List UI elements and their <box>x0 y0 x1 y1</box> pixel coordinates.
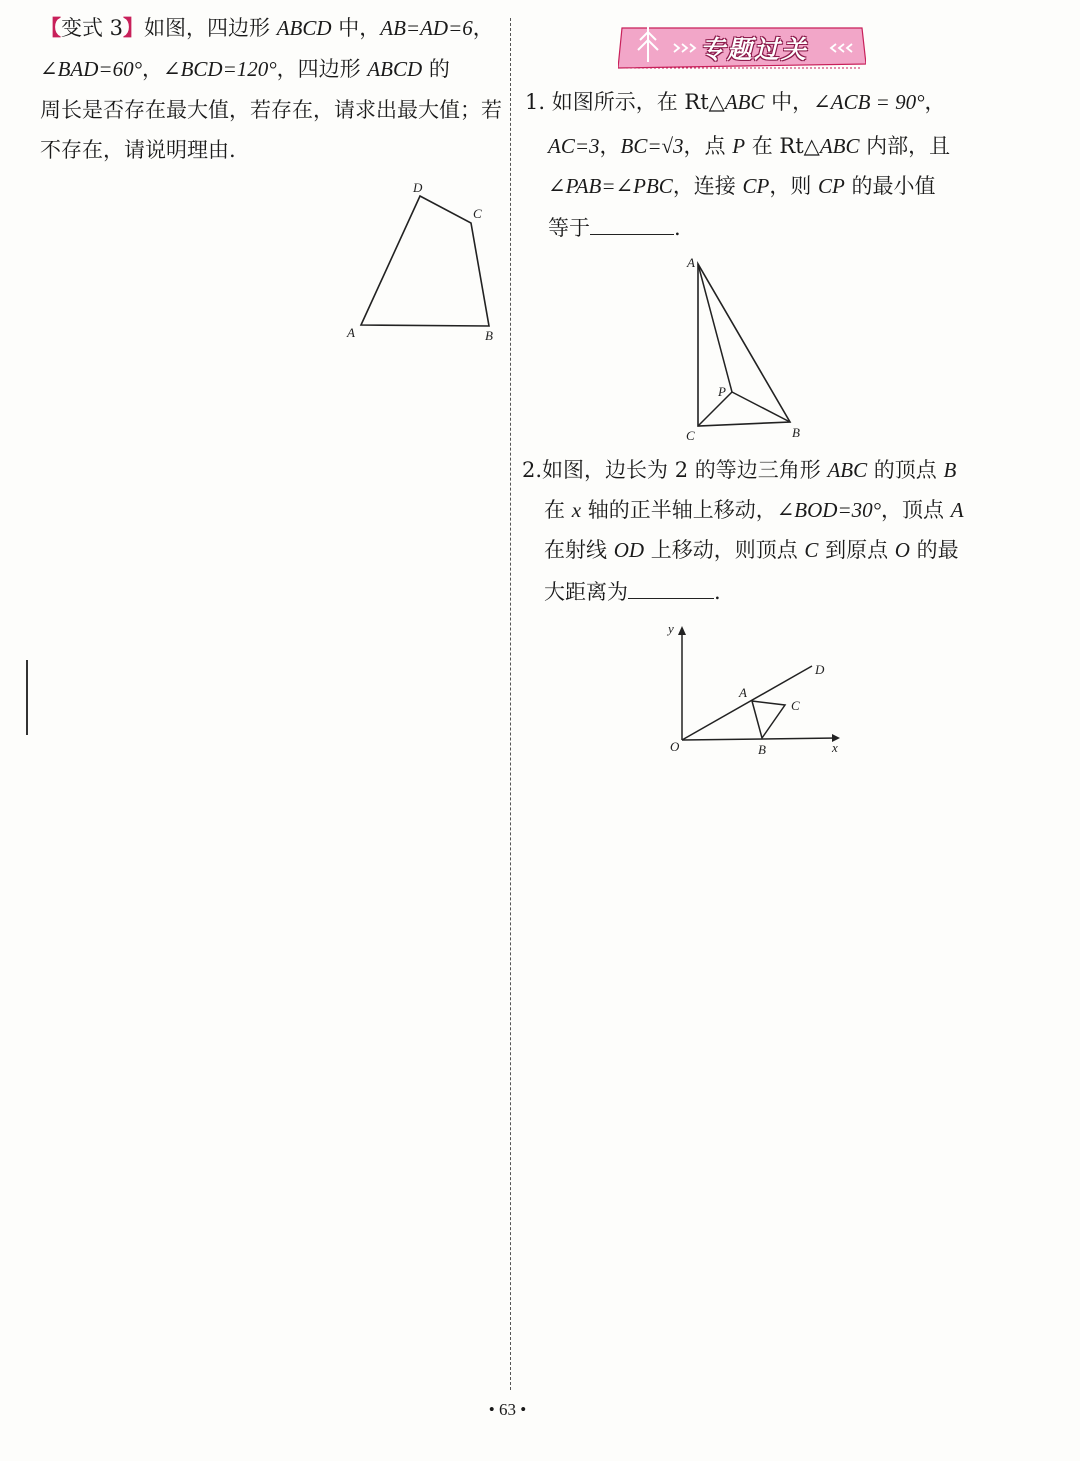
label-c: C <box>473 206 482 221</box>
variant3-line2: ∠BAD=60°，∠BCD=120°，四边形 ABCD 的 <box>40 57 450 81</box>
variant3-line1: 【变式 3】如图，四边形 ABCD 中，AB=AD=6， <box>40 15 494 40</box>
label-c: C <box>791 698 800 713</box>
q2-coordinate-figure <box>660 618 850 763</box>
segment-ap <box>698 264 732 392</box>
variant3-line4: 不存在，请说明理由. <box>40 138 236 162</box>
page-number: • 63 • <box>488 1400 527 1419</box>
label-b: B <box>792 425 800 440</box>
q2-line3: 在射线 OD 上移动，则顶点 C 到原点 O 的最 <box>544 538 959 562</box>
variant3-line3: 周长是否存在最大值，若存在，请求出最大值；若 <box>40 98 502 122</box>
column-divider <box>510 18 511 1390</box>
label-p: P <box>718 384 726 399</box>
q1-triangle-figure <box>680 250 820 450</box>
margin-mark <box>26 660 28 735</box>
label-a: A <box>739 685 747 700</box>
segment-cp <box>698 392 732 426</box>
triangle-abc <box>698 264 790 426</box>
label-x: x <box>832 740 838 755</box>
label-d: D <box>413 180 423 195</box>
variant-tag: 变式 3 <box>61 16 124 40</box>
triangle-abc <box>752 701 785 738</box>
q1-line2: AC=3，BC=√3，点 P 在 Rt△ABC 内部，且 <box>548 134 951 158</box>
q2-line1: 2.如图，边长为 2 的等边三角形 ABC 的顶点 B <box>522 458 957 482</box>
label-c: C <box>686 428 695 443</box>
label-y: y <box>668 621 674 636</box>
q1-number: 1. <box>525 90 546 114</box>
quadrilateral-figure <box>330 170 510 350</box>
q2-line2: 在 x 轴的正半轴上移动，∠BOD=30°，顶点 A <box>544 498 964 522</box>
label-b: B <box>758 742 766 757</box>
label-o: O <box>670 739 680 754</box>
y-axis-arrow <box>678 626 686 635</box>
q2-number: 2. <box>522 458 543 482</box>
banner-title: 专题过关 <box>700 35 809 64</box>
q2-line4: 大距离为 . <box>544 580 721 604</box>
label-d: D <box>815 662 825 677</box>
label-a: A <box>347 325 355 340</box>
q1-line4: 等于 . <box>548 216 681 240</box>
q1-line1: 1. 如图所示，在 Rt△ABC 中，∠ACB = 90°， <box>525 90 946 114</box>
q1-answer-blank[interactable] <box>590 214 674 235</box>
quadrilateral-abcd <box>361 196 489 326</box>
label-a: A <box>687 255 695 270</box>
label-b: B <box>485 328 493 343</box>
x-axis <box>682 738 838 740</box>
q2-answer-blank[interactable] <box>628 578 714 599</box>
q1-line3: ∠PAB=∠PBC，连接 CP，则 CP 的最小值 <box>548 174 936 198</box>
